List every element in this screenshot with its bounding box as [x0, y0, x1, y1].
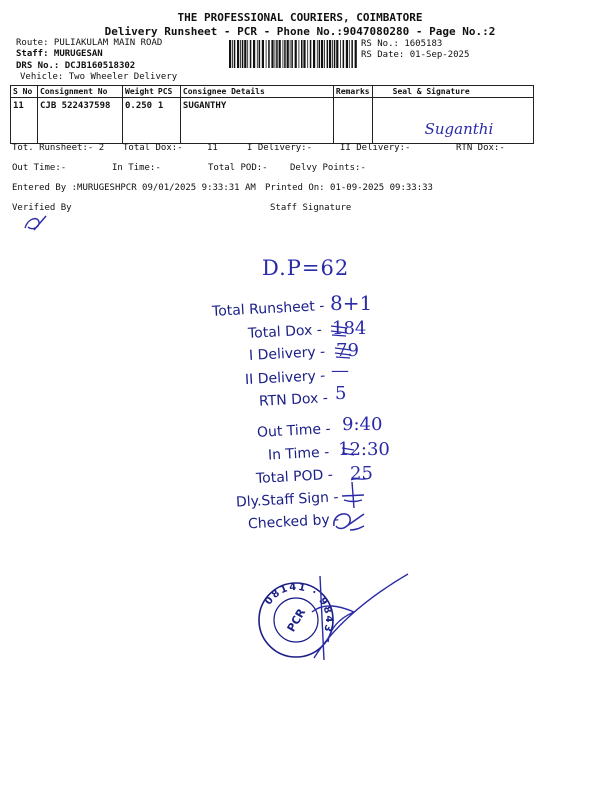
total-dox-value: 11 [207, 143, 218, 153]
out-time-label: Out Time:- [12, 163, 67, 173]
entered-by: Entered By :MURUGESHPCR 09/01/2025 9:33:31 AM [12, 183, 256, 193]
vehicle-label: Vehicle: Two Wheeler Delivery [20, 72, 178, 82]
col-weight: Weight [123, 86, 156, 98]
cell-signature [372, 98, 533, 144]
route-label: Route: PULIAKULAM MAIN ROAD [16, 38, 163, 48]
hw-label-ii-delivery: II Delivery - [244, 367, 326, 389]
rs-date: RS Date: 01-Sep-2025 [361, 50, 470, 60]
barcode-bar [307, 40, 308, 68]
cell-consignment: CJB 522437598 [38, 98, 123, 144]
col-sno: S No [11, 86, 38, 98]
stamp-center-text: PCR [284, 606, 309, 635]
barcode-bar [244, 40, 246, 68]
staff-label: Staff: MURUGESAN [16, 49, 103, 59]
hw-label-in-time: In Time - [267, 444, 330, 464]
runsheet-subtitle: Delivery Runsheet - PCR - Phone No.:9047080280 - Page No.:2 [104, 25, 496, 38]
handwritten-dp: D.P=62 [262, 256, 350, 280]
hw-label-i-delivery: I Delivery - [248, 344, 326, 364]
hw-value-total-dox: 184 [332, 318, 367, 339]
barcode-bar [232, 40, 233, 68]
hw-label-total-runsheet: Total Runsheet - [211, 298, 325, 320]
total-dox-label: Total Dox:- [123, 143, 183, 153]
barcode [228, 40, 358, 68]
consignee-signature: Suganthi [424, 120, 494, 138]
barcode-bar [324, 40, 325, 68]
barcode-bar [275, 40, 276, 68]
in-time-label: In Time:- [112, 163, 161, 173]
hw-value-rtn-dox: 5 [335, 383, 347, 404]
hw-value-in-time: 12:30 [338, 439, 390, 460]
correction-scribble [330, 322, 348, 338]
cell-weight: 0.250 [123, 98, 156, 144]
cell-consignee: SUGANTHY [180, 98, 333, 144]
ii-delivery-label: II Delivery:- [340, 143, 411, 153]
col-pcs: PCS [156, 86, 181, 98]
barcode-bar [242, 40, 244, 68]
col-remarks: Remarks [333, 86, 372, 98]
barcode-bar [349, 40, 350, 68]
barcode-bar [290, 40, 291, 68]
barcode-bar [229, 40, 231, 68]
barcode-bar [250, 40, 252, 68]
hw-value-total-pod: 25 [350, 463, 373, 484]
hw-value-i-delivery: 79 [336, 340, 359, 361]
barcode-bar [327, 40, 329, 68]
consignment-table [10, 85, 534, 144]
barcode-bar [279, 40, 281, 68]
barcode-bar [262, 40, 264, 68]
table-header-row [11, 86, 534, 98]
barcode-bar [351, 40, 353, 68]
hw-value-ii-delivery: — [331, 360, 349, 381]
hw-label-rtn-dox: RTN Dox - [258, 390, 329, 410]
rs-number: RS No.: 1605183 [361, 39, 443, 49]
staff-signature-label: Staff Signature [270, 203, 352, 213]
barcode-bar [276, 40, 278, 68]
printed-on: Printed On: 01-09-2025 09:33:33 [265, 183, 433, 193]
barcode-bar [343, 40, 345, 68]
barcode-bar [336, 40, 338, 68]
barcode-bar [268, 40, 270, 68]
barcode-bar [346, 40, 348, 68]
hw-label-checked-by: Checked by - [247, 511, 340, 533]
barcode-bar [321, 40, 323, 68]
hw-label-total-pod: Total POD - [255, 466, 334, 488]
barcode-bar [287, 40, 289, 68]
correction-scribble [341, 443, 355, 459]
barcode-bar [257, 40, 258, 68]
hw-label-total-dox: Total Dox - [247, 322, 323, 342]
col-consignment: Consignment No [38, 86, 123, 98]
final-signature [300, 572, 412, 668]
rtn-dox-label: RTN Dox:- [456, 143, 505, 153]
barcode-bar [240, 40, 241, 68]
hw-value-total-runsheet: 8+1 [330, 291, 373, 315]
i-delivery-label: I Delivery:- [247, 143, 313, 153]
barcode-bar [253, 40, 255, 68]
barcode-bar [310, 40, 312, 68]
barcode-bar [319, 40, 321, 68]
barcode-bar [259, 40, 261, 68]
tot-runsheet: Tot. Runsheet:- 2 [12, 143, 105, 153]
barcode-bar [283, 40, 284, 68]
total-pod-label: Total POD:- [208, 163, 268, 173]
barcode-bar [234, 40, 236, 68]
barcode-bar [317, 40, 318, 68]
barcode-bar [329, 40, 331, 68]
stamp-ring-text: 08141 · 9843 [263, 581, 335, 635]
hw-value-out-time: 9:40 [342, 414, 383, 435]
barcode-bar [355, 40, 357, 68]
table-row [11, 98, 534, 144]
barcode-bar [303, 40, 305, 68]
col-consignee: Consignee Details [180, 86, 333, 98]
barcode-bar [332, 40, 333, 68]
cell-sno: 11 [11, 98, 38, 144]
barcode-bar [247, 40, 248, 68]
col-seal: Seal & Signature [372, 86, 533, 98]
barcode-bar [284, 40, 286, 68]
company-title: THE PROFESSIONAL COURIERS, COIMBATORE [177, 11, 423, 24]
barcode-bar [237, 40, 239, 68]
cell-remarks [333, 98, 372, 144]
drs-number: DRS No.: DCJB160518302 [16, 61, 136, 71]
barcode-bar [301, 40, 303, 68]
hw-label-staff-sign: Dly.Staff Sign - [235, 489, 339, 511]
barcode-bar [291, 40, 293, 68]
barcode-bar [313, 40, 315, 68]
delvy-points-label: Delvy Points:- [290, 163, 366, 173]
barcode-bar [295, 40, 297, 68]
barcode-bar [340, 40, 341, 68]
barcode-bar [266, 40, 267, 68]
staff-sign-scribble [338, 480, 368, 510]
cell-pcs: 1 [156, 98, 181, 144]
checked-by-signature [330, 508, 366, 534]
hw-label-out-time: Out Time - [256, 421, 331, 441]
barcode-bar [271, 40, 273, 68]
correction-scribble [334, 344, 352, 360]
barcode-bar [299, 40, 300, 68]
verified-by-label: Verified By [12, 203, 72, 213]
barcode-bar [334, 40, 336, 68]
verified-signature [22, 212, 52, 234]
